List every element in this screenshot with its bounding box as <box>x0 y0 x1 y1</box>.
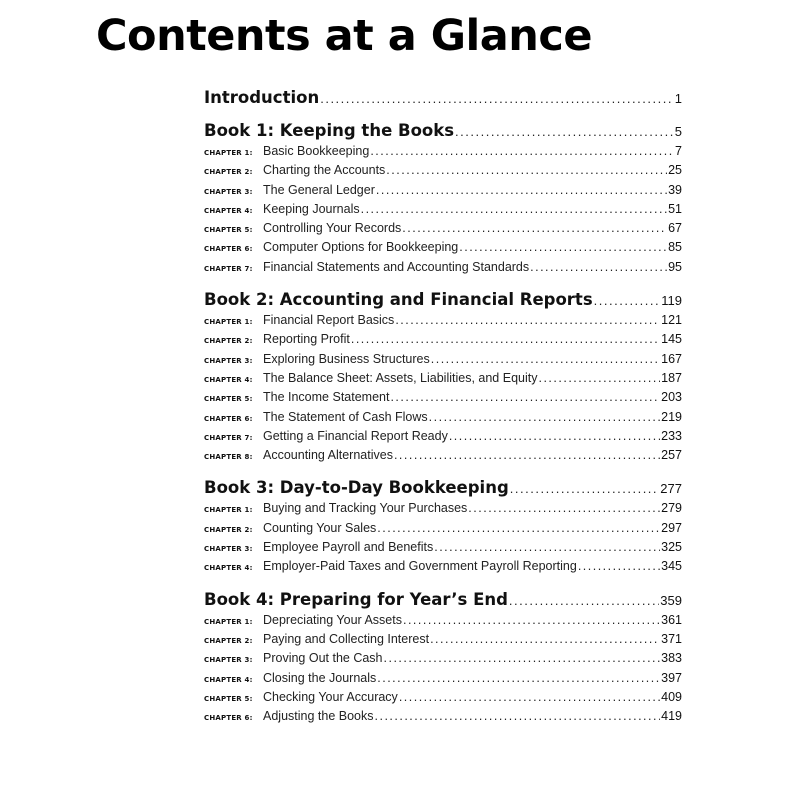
toc-entry-chapter[interactable] <box>204 427 682 446</box>
chapter-page-number: 25 <box>668 163 682 178</box>
chapter-page-number: 383 <box>661 651 682 666</box>
dot-leader <box>377 669 660 688</box>
chapter-label: CHAPTER 4: <box>204 375 253 384</box>
chapter-label: CHAPTER 5: <box>204 395 253 404</box>
toc-entry-chapter[interactable] <box>204 311 682 330</box>
chapter-title: Basic Bookkeeping <box>263 144 370 158</box>
chapter-page-number: 257 <box>661 448 682 463</box>
toc-entry-chapter[interactable] <box>204 630 682 649</box>
chapter-label: CHAPTER 3: <box>204 545 253 554</box>
chapter-label: CHAPTER 6: <box>204 714 253 723</box>
chapter-title: Financial Statements and Accounting Standards <box>263 259 530 274</box>
dot-leader <box>403 611 660 630</box>
chapter-page-number: 145 <box>661 332 682 347</box>
dot-leader <box>434 538 660 557</box>
chapter-page-number: 297 <box>661 520 682 535</box>
chapter-label: CHAPTER 2: <box>204 636 253 645</box>
chapter-label: CHAPTER 5: <box>204 226 253 235</box>
dot-leader <box>351 330 660 349</box>
book-page-number: 277 <box>660 481 682 497</box>
introduction-title: Introduction <box>204 88 320 107</box>
book-title: Book 2: Accounting and Financial Reports <box>204 290 593 310</box>
dot-leader <box>370 142 674 161</box>
chapter-label: CHAPTER 2: <box>204 168 253 177</box>
dot-leader <box>538 369 660 388</box>
table-of-contents <box>204 88 682 726</box>
chapter-title: Depreciating Your Assets <box>263 612 402 627</box>
chapter-title: Counting Your Sales <box>263 520 377 535</box>
chapter-title: The Statement of Cash Flows <box>263 409 428 424</box>
dot-leader <box>320 89 674 108</box>
book-page-number: 119 <box>661 293 682 309</box>
chapter-label: CHAPTER 3: <box>204 187 253 196</box>
chapter-page-number: 67 <box>668 221 682 236</box>
dot-leader <box>431 350 660 369</box>
chapter-page-number: 233 <box>661 428 682 443</box>
toc-entry-chapter[interactable] <box>204 611 682 630</box>
dot-leader <box>429 408 660 427</box>
chapter-page-number: 219 <box>661 409 682 424</box>
chapter-page-number: 167 <box>661 351 682 366</box>
toc-entry-chapter[interactable] <box>204 238 682 257</box>
dot-leader <box>390 388 660 407</box>
toc-entry-chapter[interactable] <box>204 369 682 388</box>
dot-leader <box>594 291 661 310</box>
chapter-label: CHAPTER 1: <box>204 318 253 327</box>
book-title: Book 1: Keeping the Books <box>204 121 455 140</box>
chapter-page-number: 397 <box>661 670 682 685</box>
chapter-label: CHAPTER 7: <box>204 264 253 273</box>
chapter-label: CHAPTER 7: <box>204 433 253 442</box>
chapter-page-number: 361 <box>661 612 682 627</box>
toc-entry-chapter[interactable] <box>204 446 682 465</box>
chapter-title: Closing the Journals <box>263 670 377 685</box>
chapter-page-number: 51 <box>668 201 682 216</box>
dot-leader <box>375 707 661 726</box>
toc-entry-chapter[interactable] <box>204 499 682 518</box>
toc-entry-chapter[interactable] <box>204 408 682 427</box>
dot-leader <box>395 311 660 330</box>
toc-entry-chapter[interactable] <box>204 219 682 238</box>
chapter-page-number: 95 <box>668 259 682 274</box>
toc-entry-chapter[interactable] <box>204 181 682 200</box>
dot-leader <box>449 427 660 446</box>
chapter-page-number: 121 <box>661 313 682 328</box>
toc-entry-chapter[interactable] <box>204 688 682 707</box>
chapter-label: CHAPTER 5: <box>204 694 253 703</box>
toc-entry-chapter[interactable] <box>204 707 682 726</box>
chapter-label: CHAPTER 4: <box>204 564 253 573</box>
toc-entry-book-2[interactable] <box>204 290 682 310</box>
chapter-title: Exploring Business Structures <box>263 351 430 366</box>
dot-leader <box>510 479 660 498</box>
chapter-label: CHAPTER 1: <box>204 506 253 515</box>
toc-entry-chapter[interactable] <box>204 669 682 688</box>
dot-leader <box>376 181 667 200</box>
chapter-label: CHAPTER 1: <box>204 149 253 157</box>
chapter-label: CHAPTER 4: <box>204 675 253 684</box>
dot-leader <box>468 499 660 518</box>
chapter-title: Financial Report Basics <box>263 313 395 328</box>
dot-leader <box>361 200 667 219</box>
chapter-page-number: 345 <box>661 559 682 574</box>
chapter-label: CHAPTER 6: <box>204 245 253 254</box>
chapter-page-number: 203 <box>661 390 682 405</box>
book-title: Book 4: Preparing for Year’s End <box>204 589 508 609</box>
chapter-page-number: 85 <box>668 240 682 255</box>
chapter-label: CHAPTER 8: <box>204 453 253 462</box>
chapter-title: Employee Payroll and Benefits <box>263 540 434 555</box>
dot-leader <box>384 649 661 668</box>
toc-entry-chapter[interactable] <box>204 350 682 369</box>
chapter-title: Keeping Journals <box>263 201 360 216</box>
toc-entry-chapter[interactable] <box>204 538 682 557</box>
toc-entry-book-3[interactable] <box>204 478 682 498</box>
chapter-title: Getting a Financial Report Ready <box>263 428 448 443</box>
toc-entry-chapter[interactable] <box>204 519 682 538</box>
chapter-page-number: 325 <box>661 540 682 555</box>
dot-leader <box>455 122 674 141</box>
toc-entry-book-4[interactable] <box>204 590 682 610</box>
toc-entry-chapter[interactable] <box>204 330 682 349</box>
books-list <box>204 121 682 726</box>
chapter-title: Computer Options for Bookkeeping <box>263 240 459 255</box>
dot-leader <box>377 519 660 538</box>
book-title: Book 3: Day-to-Day Bookkeeping <box>204 478 509 498</box>
dot-leader <box>402 219 667 238</box>
chapter-label: CHAPTER 3: <box>204 356 253 365</box>
toc-entry-book-1[interactable] <box>204 121 682 141</box>
chapter-title: Charting the Accounts <box>263 163 386 178</box>
chapter-label: CHAPTER 3: <box>204 656 253 665</box>
chapter-label: CHAPTER 2: <box>204 337 253 346</box>
chapter-page-number: 371 <box>661 631 682 646</box>
dot-leader <box>509 591 659 610</box>
chapter-title: Accounting Alternatives <box>263 448 393 463</box>
dot-leader <box>578 557 660 576</box>
toc-entry-chapter[interactable] <box>204 388 682 407</box>
toc-entry-chapter[interactable] <box>204 557 682 576</box>
toc-entry-chapter[interactable] <box>204 161 682 180</box>
chapter-title: Buying and Tracking Your Purchases <box>263 501 468 516</box>
book-page-number: 359 <box>660 592 682 608</box>
toc-entry-chapter[interactable] <box>204 258 682 277</box>
chapter-page-number: 187 <box>661 370 682 385</box>
chapter-label: CHAPTER 4: <box>204 206 253 215</box>
dot-leader <box>459 238 667 257</box>
toc-entry-introduction[interactable] <box>204 88 682 108</box>
chapter-title: Adjusting the Books <box>263 709 374 724</box>
toc-entry-chapter[interactable] <box>204 200 682 219</box>
chapter-label: CHAPTER 2: <box>204 525 253 534</box>
chapter-label: CHAPTER 1: <box>204 617 253 626</box>
chapter-title: Employer-Paid Taxes and Government Payroll Reporting <box>263 559 577 574</box>
chapter-title: Controlling Your Records <box>263 221 402 236</box>
chapter-page-number: 419 <box>661 709 682 724</box>
dot-leader <box>530 258 667 277</box>
chapter-title: Checking Your Accuracy <box>263 689 398 704</box>
chapter-title: The General Ledger <box>263 182 375 197</box>
chapter-label: CHAPTER 6: <box>204 414 253 423</box>
chapter-title: Paying and Collecting Interest <box>263 631 430 646</box>
chapter-page-number: 7 <box>675 144 682 158</box>
chapter-title: Reporting Profit <box>263 332 350 347</box>
toc-entry-chapter[interactable] <box>204 142 682 161</box>
chapter-title: Proving Out the Cash <box>263 651 383 666</box>
chapter-title: The Income Statement <box>263 390 390 405</box>
book-page-number: 5 <box>674 124 682 139</box>
toc-entry-chapter[interactable] <box>204 649 682 668</box>
dot-leader <box>386 161 667 180</box>
chapter-page-number: 279 <box>661 501 682 516</box>
page-title: Contents at a Glance <box>96 11 593 61</box>
dot-leader <box>430 630 660 649</box>
introduction-page-number: 1 <box>674 91 682 106</box>
chapter-title: The Balance Sheet: Assets, Liabilities, and Equity <box>263 370 538 385</box>
chapter-page-number: 409 <box>661 689 682 704</box>
chapter-page-number: 39 <box>668 182 682 197</box>
dot-leader <box>399 688 660 707</box>
dot-leader <box>394 446 660 465</box>
